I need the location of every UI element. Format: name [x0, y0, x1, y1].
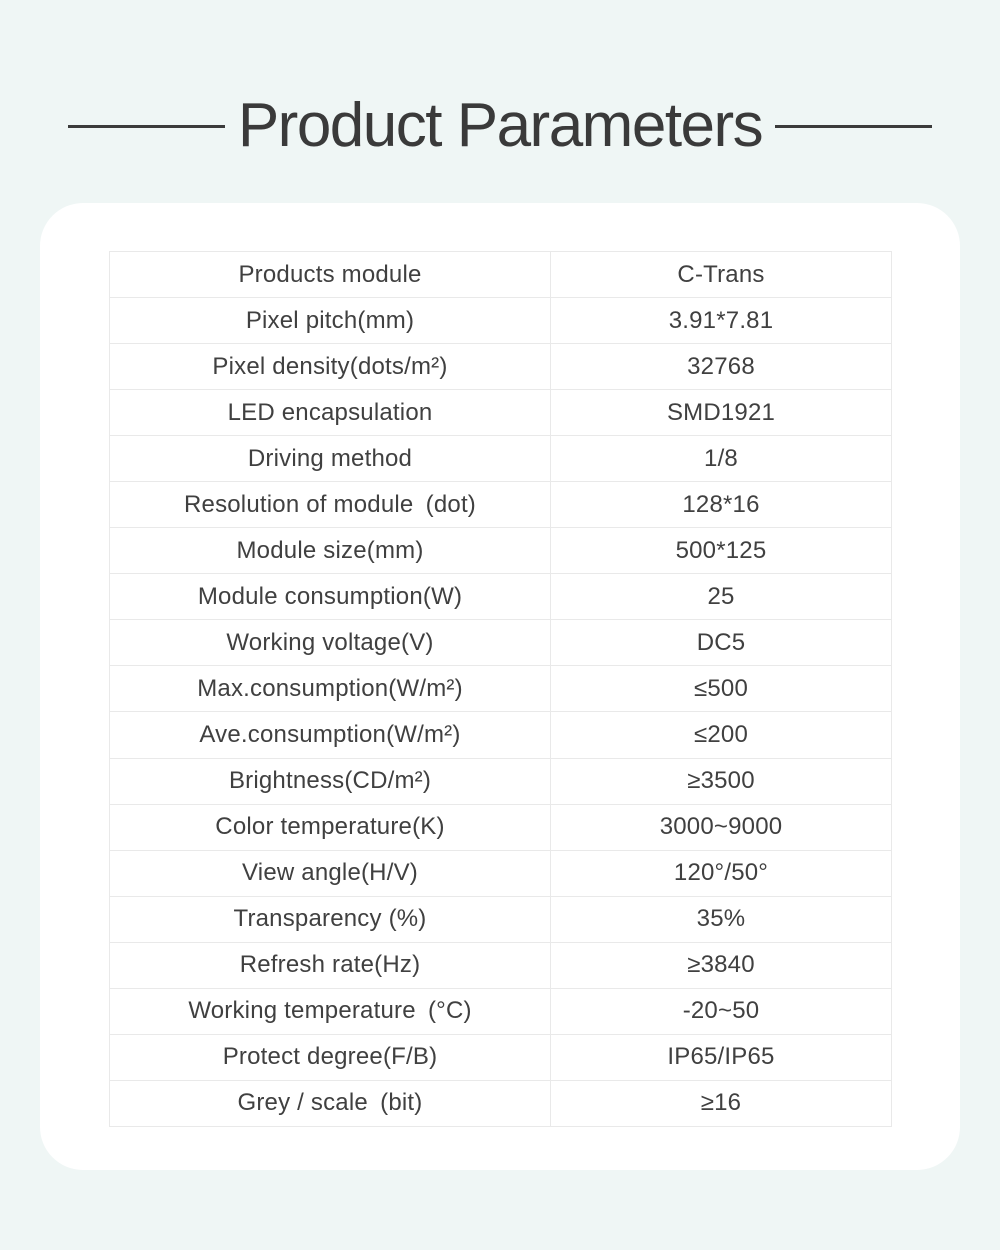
spec-value: 128*16 — [551, 482, 892, 528]
spec-label: Working temperature (°C) — [110, 989, 551, 1035]
spec-label: Products module — [110, 252, 551, 298]
spec-label: Transparency (%) — [110, 897, 551, 943]
page-title: Product Parameters — [237, 91, 763, 160]
spec-value: DC5 — [551, 620, 892, 666]
spec-value: ≥3840 — [551, 943, 892, 989]
spec-label: Pixel density(dots/m²) — [110, 344, 551, 390]
spec-label: Brightness(CD/m²) — [110, 759, 551, 805]
spec-value: 3000~9000 — [551, 805, 892, 851]
spec-label: Module consumption(W) — [110, 574, 551, 620]
spec-value: IP65/IP65 — [551, 1035, 892, 1081]
spec-label: LED encapsulation — [110, 390, 551, 436]
spec-card — [40, 203, 960, 1170]
spec-label: Working voltage(V) — [110, 620, 551, 666]
spec-value: 1/8 — [551, 436, 892, 482]
spec-label: Ave.consumption(W/m²) — [110, 712, 551, 758]
spec-value: C-Trans — [551, 252, 892, 298]
spec-value: 32768 — [551, 344, 892, 390]
spec-label: Color temperature(K) — [110, 805, 551, 851]
spec-value: -20~50 — [551, 989, 892, 1035]
spec-value: 3.91*7.81 — [551, 298, 892, 344]
spec-label: Pixel pitch(mm) — [110, 298, 551, 344]
spec-label: Grey / scale (bit) — [110, 1081, 551, 1127]
spec-table — [109, 251, 892, 1127]
spec-label: View angle(H/V) — [110, 851, 551, 897]
spec-value: SMD1921 — [551, 390, 892, 436]
spec-label: Resolution of module (dot) — [110, 482, 551, 528]
spec-label: Driving method — [110, 436, 551, 482]
spec-value: 25 — [551, 574, 892, 620]
title-left-line — [68, 125, 225, 128]
title-right-line — [775, 125, 932, 128]
spec-value: ≤200 — [551, 712, 892, 758]
spec-value: ≤500 — [551, 666, 892, 712]
section-header — [0, 93, 1000, 159]
spec-label: Module size(mm) — [110, 528, 551, 574]
spec-label: Max.consumption(W/m²) — [110, 666, 551, 712]
spec-label: Refresh rate(Hz) — [110, 943, 551, 989]
spec-label: Protect degree(F/B) — [110, 1035, 551, 1081]
spec-value: 120°/50° — [551, 851, 892, 897]
spec-value: ≥16 — [551, 1081, 892, 1127]
spec-value: ≥3500 — [551, 759, 892, 805]
spec-value: 500*125 — [551, 528, 892, 574]
spec-value: 35% — [551, 897, 892, 943]
